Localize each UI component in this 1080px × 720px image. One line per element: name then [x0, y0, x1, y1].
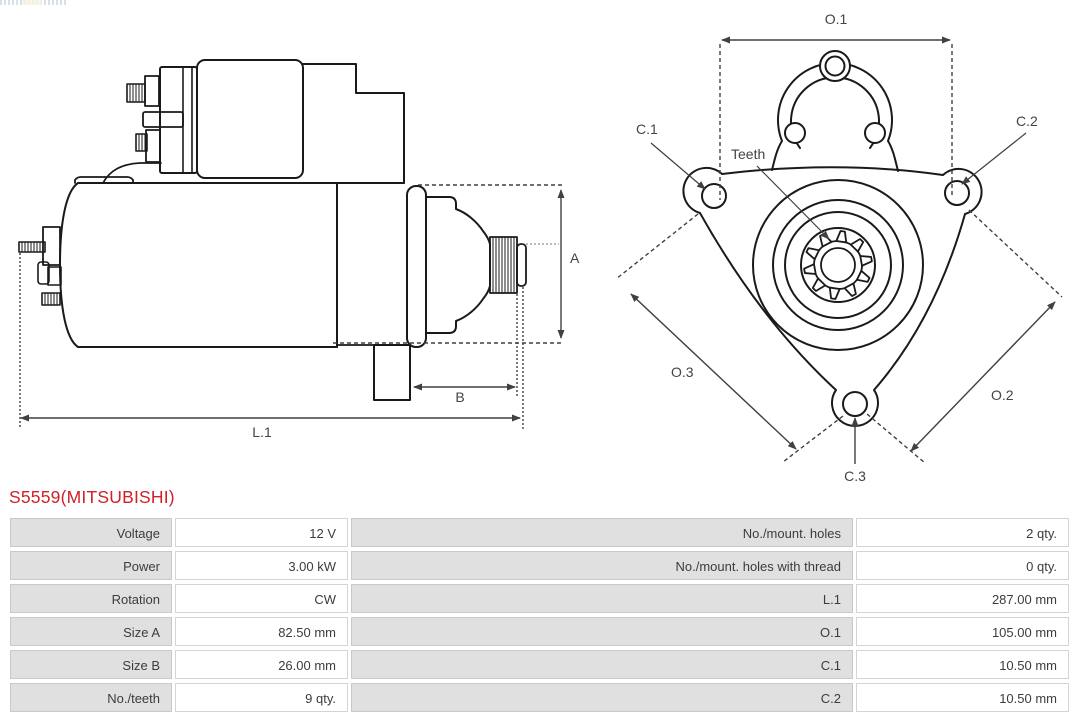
dim-label-c2: C.2 — [1016, 113, 1038, 129]
dim-label-c3: C.3 — [844, 468, 866, 484]
spec-label: C.2 — [351, 683, 853, 712]
spec-label: Voltage — [10, 518, 172, 547]
dim-label-c1: C.1 — [636, 121, 658, 137]
spec-value: 105.00 mm — [856, 617, 1069, 646]
dim-label-l1: L.1 — [252, 424, 272, 440]
spec-label: L.1 — [351, 584, 853, 613]
spec-value: 26.00 mm — [175, 650, 348, 679]
dim-label-a: A — [570, 250, 580, 266]
dim-label-b: B — [455, 389, 465, 405]
dim-label-o2: O.2 — [991, 387, 1014, 403]
spec-label: C.1 — [351, 650, 853, 679]
spec-value: 0 qty. — [856, 551, 1069, 580]
side-view-drawing — [19, 60, 526, 400]
spec-value: 12 V — [175, 518, 348, 547]
spec-label: No./mount. holes with thread — [351, 551, 853, 580]
spec-label: No./teeth — [10, 683, 172, 712]
spec-label: O.1 — [351, 617, 853, 646]
spec-value: CW — [175, 584, 348, 613]
spec-label: Size B — [10, 650, 172, 679]
part-number: S5559(MITSUBISHI) — [9, 487, 175, 507]
spec-value: 3.00 kW — [175, 551, 348, 580]
spec-value: 2 qty. — [856, 518, 1069, 547]
spec-table — [10, 518, 1069, 712]
spec-value: 82.50 mm — [175, 617, 348, 646]
spec-value: 10.50 mm — [856, 683, 1069, 712]
spec-value: 9 qty. — [175, 683, 348, 712]
spec-label: Size A — [10, 617, 172, 646]
dim-label-o3: O.3 — [671, 364, 694, 380]
spec-value: 10.50 mm — [856, 650, 1069, 679]
spec-label: Power — [10, 551, 172, 580]
dim-label-o1: O.1 — [824, 11, 848, 27]
side-view-dimensions — [20, 185, 562, 429]
spec-label: No./mount. holes — [351, 518, 853, 547]
end-view-drawing — [683, 51, 981, 426]
spec-value: 287.00 mm — [856, 584, 1069, 613]
spec-label: Rotation — [10, 584, 172, 613]
dim-label-teeth: Teeth — [731, 146, 766, 162]
